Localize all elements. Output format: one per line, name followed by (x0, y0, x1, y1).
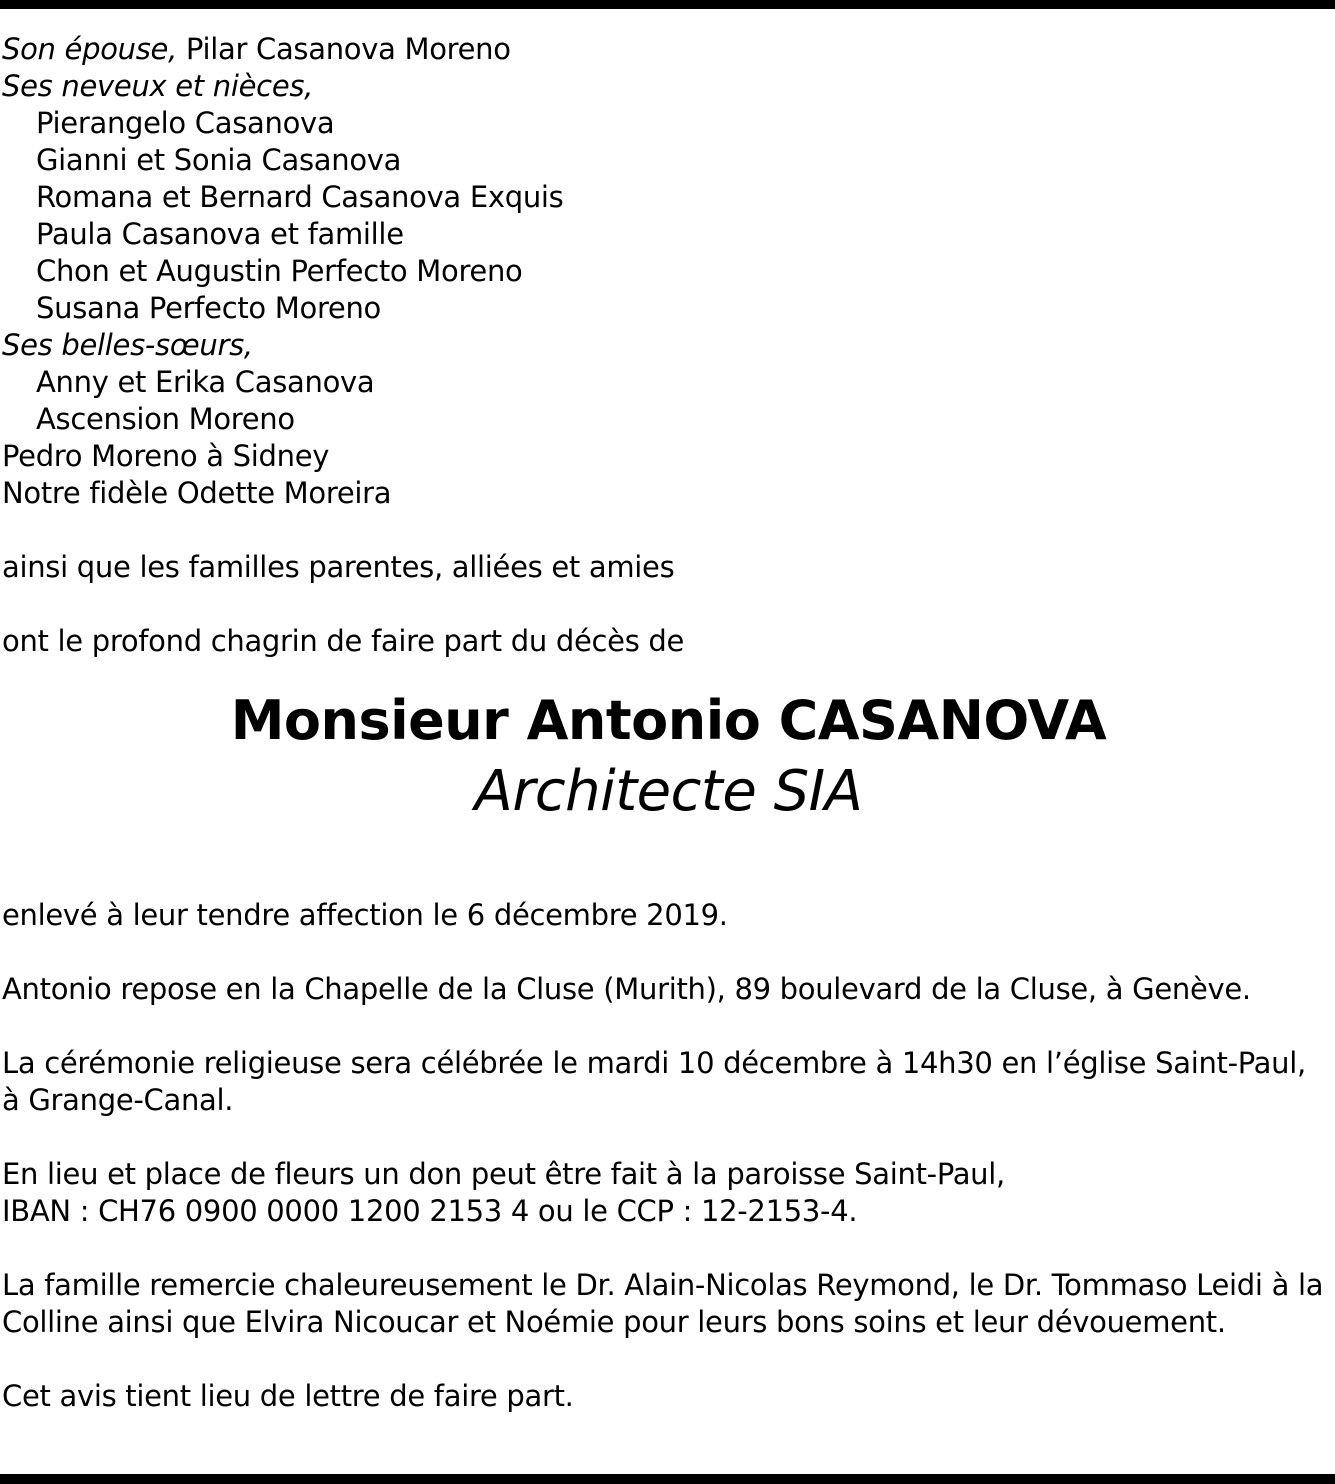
sisters-label: Ses belles-sœurs, (2, 328, 253, 362)
family-member: Chon et Augustin Perfecto Moreno (36, 254, 523, 288)
announce-line: ont le profond chagrin de faire part du décès de (2, 624, 685, 658)
deceased-name: Monsieur Antonio CASANOVA (230, 689, 1107, 752)
spouse-name: Pilar Casanova Moreno (177, 32, 511, 66)
deceased-block (2, 689, 1335, 831)
family-member: Susana Perfecto Moreno (36, 291, 381, 325)
family-member: Notre fidèle Odette Moreira (2, 476, 392, 510)
donation-paragraph: En lieu et place de fleurs un don peut être fait à la paroisse Saint-Paul, (2, 1157, 1005, 1191)
spouse-line (2, 31, 1335, 68)
deceased-title: Architecte SIA (474, 759, 863, 824)
bottom-rule (0, 1474, 1335, 1484)
families-line: ainsi que les familles parentes, alliées et amies (2, 550, 675, 584)
thanks-paragraph: Colline ainsi que Elvira Nicoucar et Noémie pour leurs bons soins et leur dévouement. (2, 1305, 1226, 1339)
family-member: Paula Casanova et famille (36, 217, 404, 251)
family-member: Romana et Bernard Casanova Exquis (36, 180, 564, 214)
family-member: Pedro Moreno à Sidney (2, 439, 330, 473)
top-rule (0, 0, 1335, 9)
family-member: Gianni et Sonia Casanova (36, 143, 402, 177)
rest-paragraph: Antonio repose en la Chapelle de la Cluse (Murith), 89 boulevard de la Cluse, à Genève. (2, 972, 1251, 1006)
family-member: Ascension Moreno (36, 402, 295, 436)
ceremony-paragraph: La cérémonie religieuse sera célébrée le mardi 10 décembre à 14h30 en l’église Saint-Paul, (2, 1046, 1306, 1080)
spouse-label: Son épouse, (2, 32, 177, 66)
donation-paragraph: IBAN : CH76 0900 0000 1200 2153 4 ou le CCP : 12-2153-4. (2, 1194, 858, 1228)
closing-line: Cet avis tient lieu de lettre de faire part. (2, 1379, 574, 1413)
thanks-paragraph: La famille remercie chaleureusement le Dr. Alain-Nicolas Reymond, le Dr. Tommaso Leidi à la (2, 1268, 1324, 1302)
family-member: Anny et Erika Casanova (36, 365, 375, 399)
ceremony-paragraph: à Grange-Canal. (2, 1083, 234, 1117)
nephews-label: Ses neveux et nièces, (2, 69, 314, 103)
obituary-notice (2, 31, 1335, 1415)
death-paragraph: enlevé à leur tendre affection le 6 décembre 2019. (2, 898, 728, 932)
family-member: Pierangelo Casanova (36, 106, 335, 140)
